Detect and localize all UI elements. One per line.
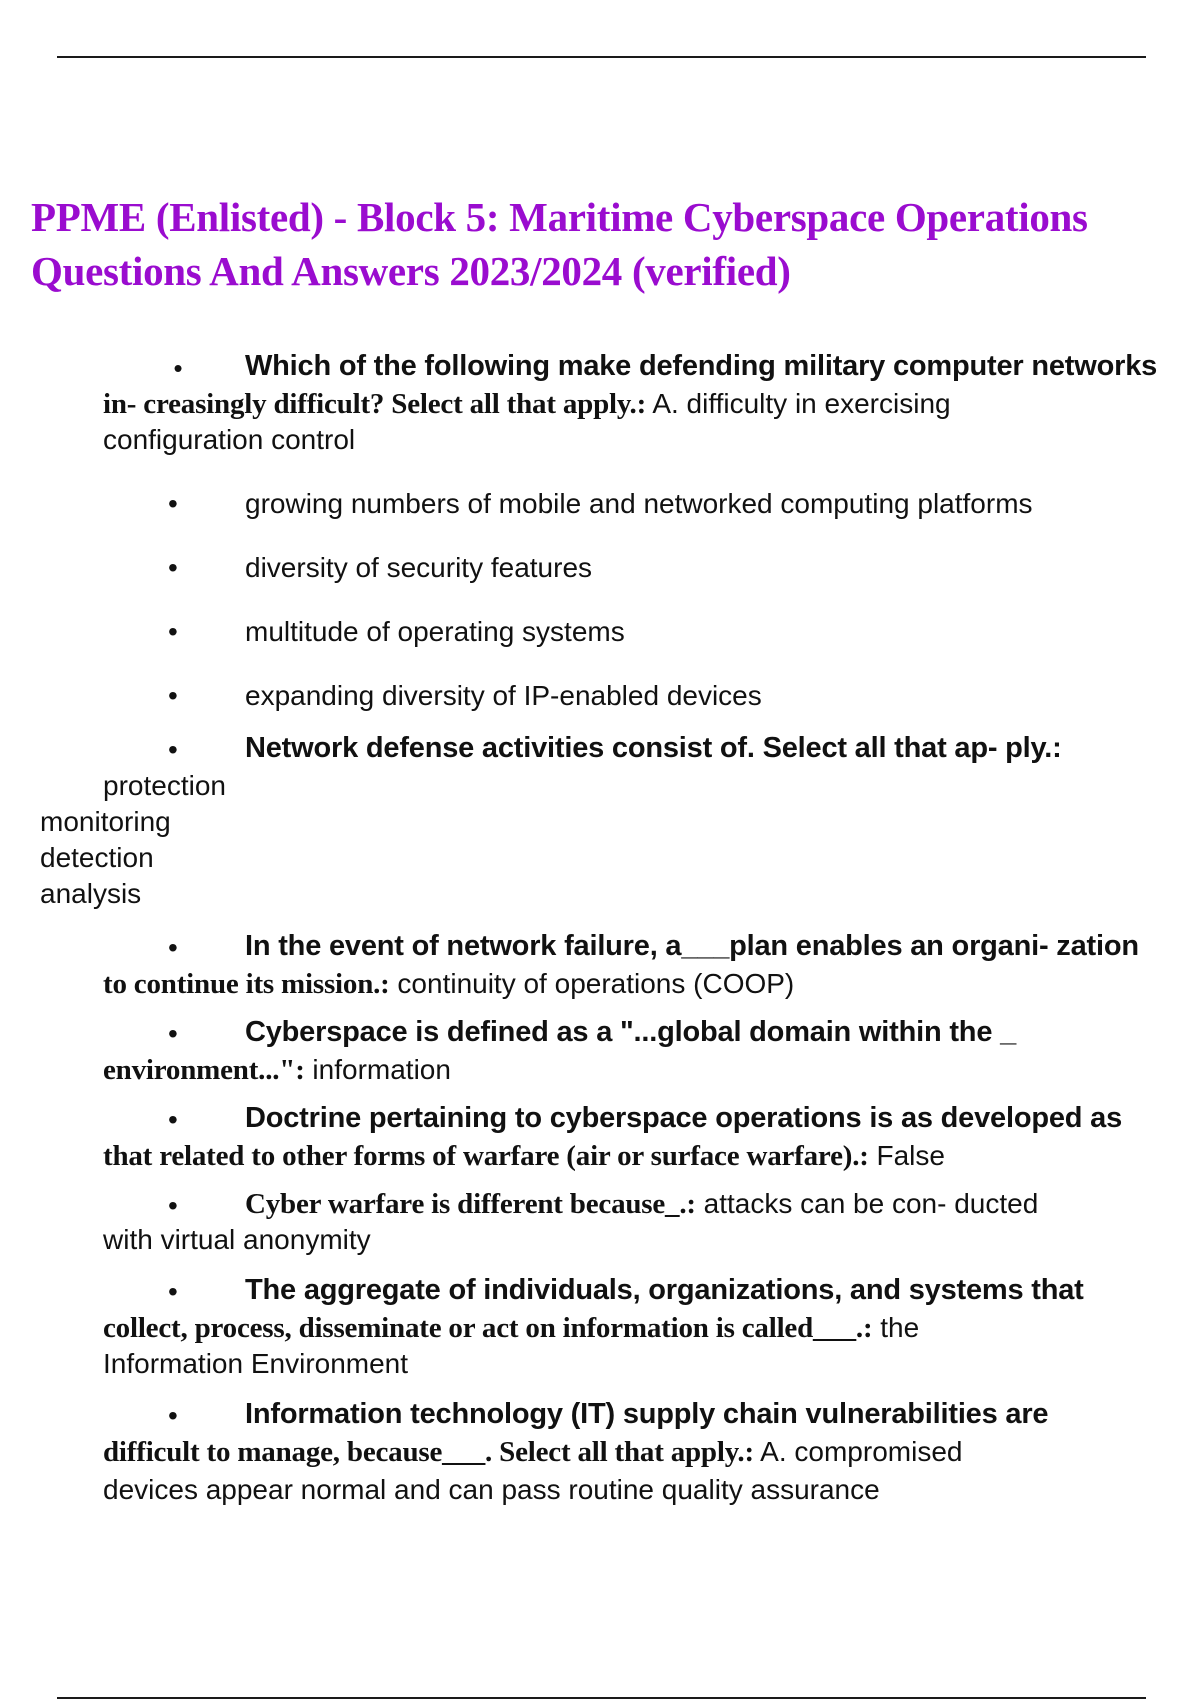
bullet-icon: • [168, 616, 178, 647]
question-line [103, 1052, 451, 1088]
sub-answer [168, 614, 178, 650]
bullet-icon: • [168, 1400, 178, 1431]
bullet-icon: • [168, 680, 178, 711]
sub-answer [168, 678, 178, 714]
question-line [103, 1434, 962, 1470]
bullet-icon: • [168, 734, 178, 765]
bullet-icon: • [168, 1104, 178, 1135]
sub-answer [168, 550, 178, 586]
answer-text: the [872, 1312, 920, 1343]
question-line [103, 966, 794, 1002]
bullet-icon: • [168, 552, 178, 583]
question-text: Information technology (IT) supply chain vulnerabilities are [245, 1398, 1049, 1430]
answer-text: A. difficulty in exercising [646, 388, 951, 419]
bullet-icon: • [168, 932, 178, 963]
question-text: in- creasingly difficult? Select all that apply.: [103, 388, 647, 420]
question-text: Doctrine pertaining to cyberspace operations is as developed as [245, 1102, 1123, 1134]
bullet-icon: • [173, 353, 183, 383]
sub-answer-text: multitude of operating systems [245, 616, 625, 647]
sub-answer-text: growing numbers of mobile and networked computing platforms [245, 488, 1033, 519]
question-text: Cyber warfare is different because_.: [245, 1188, 696, 1220]
bullet-icon: • [168, 1018, 178, 1049]
answer-text: devices appear normal and can pass routine quality assurance [103, 1474, 880, 1505]
answer-text: continuity of operations (COOP) [389, 968, 795, 999]
answer-text: monitoring [40, 806, 171, 837]
question-line [245, 1186, 1038, 1222]
question-text: The aggregate of individuals, organizations, and systems that [245, 1274, 1084, 1306]
answer-text: with virtual anonymity [103, 1224, 371, 1255]
question-text: Network defense activities consist of. Select all that ap- ply.: [245, 732, 1062, 764]
footer-rule [57, 1697, 1146, 1699]
sub-answer [168, 486, 178, 522]
answer-text: analysis [40, 878, 142, 909]
answer-text: Information Environment [103, 1348, 409, 1379]
answer-text: attacks can be con- ducted [695, 1188, 1039, 1219]
document-title [31, 190, 1200, 298]
answer-text: False [868, 1140, 945, 1171]
question-text: collect, process, disseminate or act on information is called___.: [103, 1312, 873, 1344]
bullet-icon: • [168, 1276, 178, 1307]
answer-text: information [304, 1054, 451, 1085]
sub-answer-text: diversity of security features [245, 552, 593, 583]
question-line [103, 1138, 945, 1174]
answer-text: A. compromised [753, 1436, 963, 1467]
title-line-1: PPME (Enlisted) - Block 5: Maritime Cyberspace Operations [31, 194, 1088, 240]
answer-text: detection [40, 842, 154, 873]
title-line-2: Questions And Answers 2023/2024 (verified) [31, 248, 791, 294]
question-text: Cyberspace is defined as a "...global domain within the _ [245, 1016, 1017, 1048]
question-text: to continue its mission.: [103, 968, 390, 1000]
question-text: Which of the following make defending military computer networks [245, 350, 1158, 382]
sub-answer-text: expanding diversity of IP-enabled devices [245, 680, 762, 711]
question-text: that related to other forms of warfare (air or surface warfare).: [103, 1140, 869, 1172]
bullet-icon: • [168, 1190, 178, 1221]
question-text: environment...": [103, 1054, 305, 1086]
answer-text: configuration control [103, 424, 356, 455]
bullet-icon: • [168, 488, 178, 519]
question-text: difficult to manage, because___. Select all that apply.: [103, 1436, 754, 1468]
answer-text: protection [103, 770, 226, 801]
question-text: In the event of network failure, a___plan enables an organi- zation [245, 930, 1139, 962]
header-rule [57, 56, 1146, 58]
question-line [103, 1310, 919, 1346]
question-line [103, 386, 951, 422]
